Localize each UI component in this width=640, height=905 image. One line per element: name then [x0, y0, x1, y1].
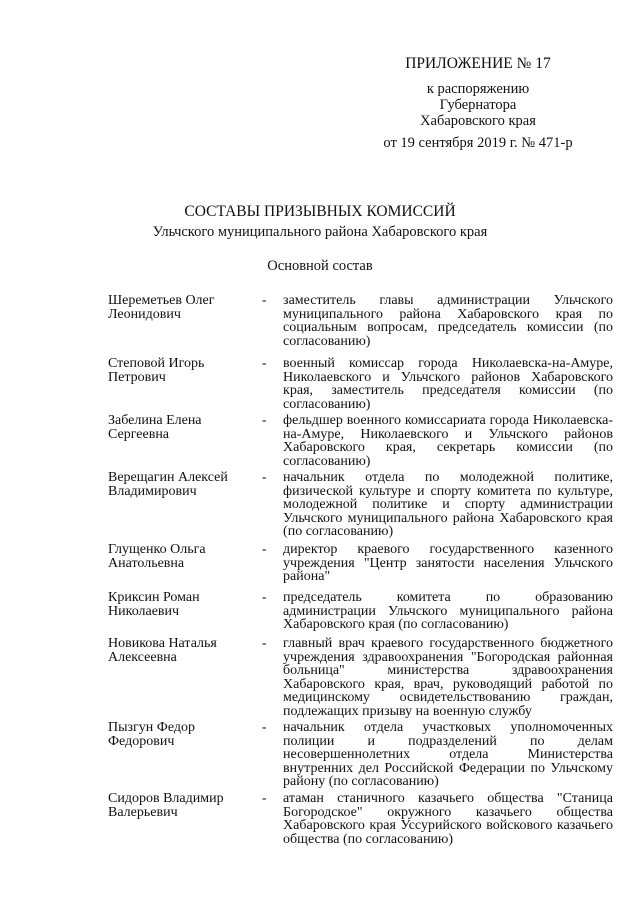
member-entry [108, 543, 613, 591]
member-entry [108, 294, 613, 357]
document-subheading: Ульчского муниципального района Хабаровского края [152, 224, 488, 240]
appendix-line-region: Хабаровского края [420, 113, 536, 129]
member-dash: - [261, 636, 267, 651]
member-dash: - [261, 720, 267, 735]
member-role: заместитель главы администрации Ульчского муниципального района Хабаровского края по социальным вопросам, председатель комиссии (по согласованию) [283, 293, 613, 349]
member-entry [108, 357, 613, 414]
member-dash: - [261, 590, 267, 605]
appendix-block [358, 56, 598, 151]
member-role: атаман станичного казачьего общества "Станица Богородское" окружного казачьего общества Хабаровского края Уссурийского войскового казачьего общества (по согласованию) [283, 791, 613, 847]
member-name: Глущенко Ольга Анатольевна [108, 542, 206, 571]
appendix-date: от 19 сентября 2019 г. № 471-р [383, 135, 573, 151]
appendix-line-governor: Губернатора [439, 97, 517, 113]
member-entry [108, 721, 613, 792]
member-name: Новикова Наталья Алексеевна [108, 636, 217, 665]
member-name: Степовой Игорь Петрович [108, 356, 205, 385]
section-title: Основной состав [267, 258, 373, 274]
member-dash: - [261, 356, 267, 371]
member-name: Шереметьев Олег Леонидович [108, 293, 215, 322]
member-entry [108, 591, 613, 637]
member-entry [108, 414, 613, 471]
member-entry [108, 471, 613, 543]
member-role: директор краевого государственного казенного учреждения "Центр занятости населения Ульчского района" [283, 542, 613, 584]
member-name: Забелина Елена Сергеевна [108, 413, 202, 442]
member-role: военный комиссар города Николаевска-на-Амуре, Николаевского и Ульчского районов Хабаровского края, заместитель председателя комиссии (по согласованию) [283, 356, 613, 412]
member-name: Сидоров Владимир Валерьевич [108, 791, 224, 820]
member-dash: - [261, 791, 267, 806]
member-dash: - [261, 542, 267, 557]
member-role: начальник отдела участковых уполномоченных полиции и подразделений по делам несовершеннолетних отдела Министерства внутренних дел Российской Федерации по Ульчскому району (по согласованию) [283, 720, 613, 789]
member-dash: - [261, 470, 267, 485]
appendix-title: ПРИЛОЖЕНИЕ № 17 [405, 55, 551, 72]
member-entry [108, 637, 613, 721]
member-entry [108, 792, 613, 852]
member-role: фельдшер военного комиссариата города Николаевска-на-Амуре, Николаевского и Ульчского районов Хабаровского края, секретарь комиссии (по согласованию) [283, 413, 613, 469]
member-dash: - [261, 413, 267, 428]
document-heading: СОСТАВЫ ПРИЗЫВНЫХ КОМИССИЙ [184, 203, 456, 220]
appendix-line-order: к распоряжению [426, 81, 530, 97]
member-name: Пызгун Федор Федорович [108, 720, 195, 749]
member-name: Криксин Роман Николаевич [108, 590, 200, 619]
member-role: начальник отдела по молодежной политике, физической культуре и спорту комитета по культуре, молодежной политике и спорту администрации Ульчского муниципального района Хабаровского края (по согласованию) [283, 470, 613, 539]
member-name: Верещагин Алексей Владимирович [108, 470, 228, 499]
members-list [108, 294, 613, 852]
member-role: председатель комитета по образованию администрации Ульчского муниципального района Хабаровского края (по согласованию) [283, 590, 613, 632]
member-role: главный врач краевого государственного бюджетного учреждения здравоохранения "Богородская районная больница" министерства здравоохранения Хабаровского края, врач, руководящий работой по медицинскому освидетельствованию граждан, подлежащих призыву на военную службу [283, 636, 613, 719]
member-dash: - [261, 293, 267, 308]
